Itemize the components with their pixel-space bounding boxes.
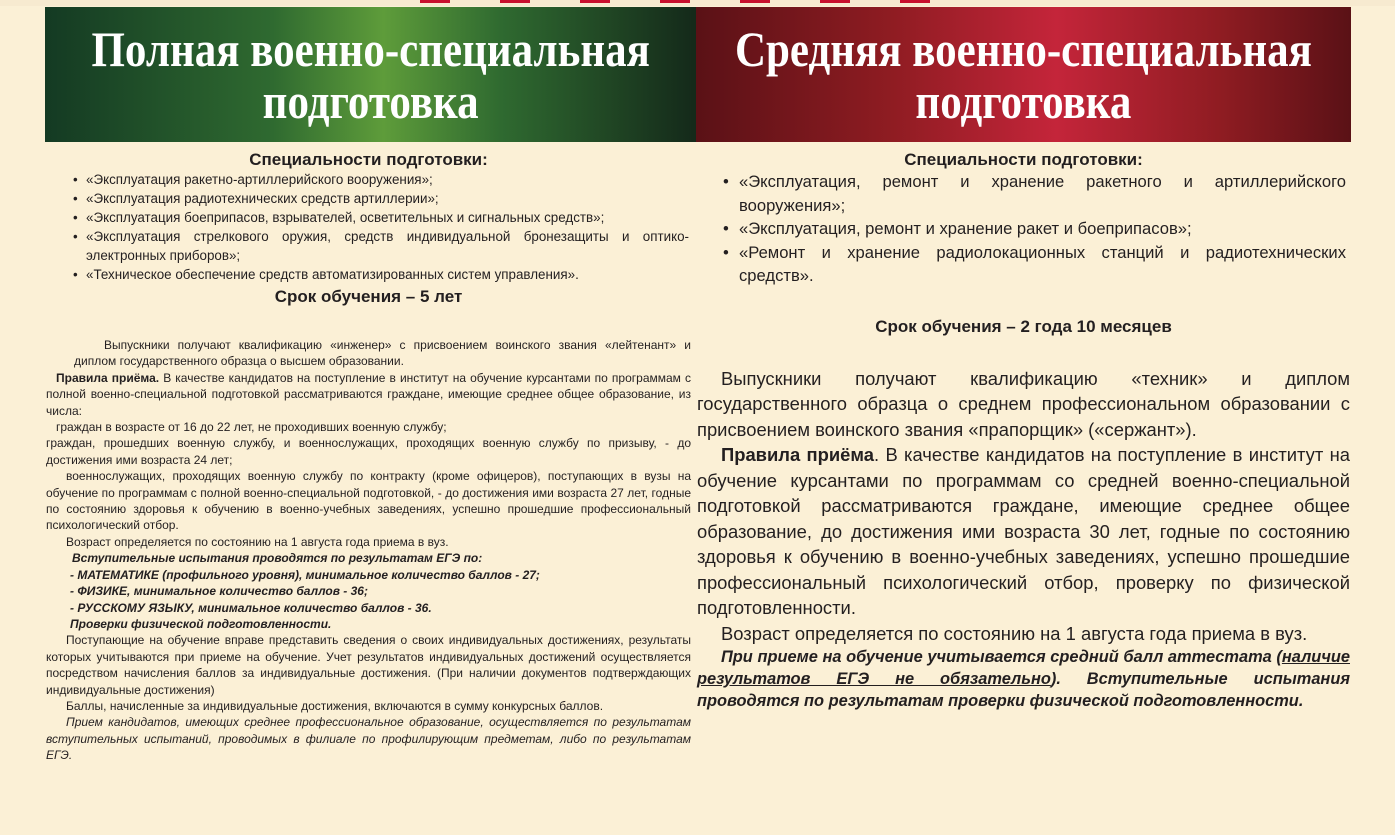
right-study-term: Срок обучения – 2 года 10 месяцев — [875, 316, 1172, 336]
right-gpa-note-underlined: наличие результатов ЕГЭ не обязательно — [697, 648, 1350, 688]
left-specialty-item: • «Техническое обеспечение средств автоматизированных систем управления». — [46, 265, 691, 284]
left-group-1: граждан в возрасте от 16 до 22 лет, не проходивших военную службу; — [56, 420, 447, 435]
right-gpa-note-start: При приеме на обучение учитывается средний балл аттестата ( — [721, 648, 1282, 666]
left-secondary-note: Прием кандидатов, имеющих среднее профессиональное образование, осуществляется по результатам вступительных испытаний, проводимых в филиале по профилирующим предметам, либо по результатам ЕГЭ. — [46, 715, 691, 763]
left-specialty-item: • «Эксплуатация радиотехнических средств артиллерии»; — [46, 189, 691, 208]
right-gpa-note-end: ). Вступительные испытания проводятся по результатам проверки физической подготовленности. — [697, 670, 1350, 710]
left-specialty-list — [46, 170, 691, 284]
right-gpa-note — [697, 646, 1350, 712]
right-specialty-item: • «Ремонт и хранение радиолокационных станций и радиотехнических средств». — [697, 241, 1350, 288]
left-exam-russian: - РУССКОМУ ЯЗЫКУ, минимальное количество баллов - 36. — [70, 600, 432, 615]
left-spec-heading: Специальности подготовки: — [249, 150, 488, 169]
right-specialty-item: • «Эксплуатация, ремонт и хранение ракетного и артиллерийского вооружения»; — [697, 170, 1350, 217]
left-group-3: военнослужащих, проходящих военную службу по контракту (кроме офицеров), поступающих в вузы на обучение по программам с полной военно-специальной подготовкой, - до достижения ими возраста 27 лет, годные по состоянию здоровья к обучению в военно-учебных заведениях, успешно прошедшие профессиональный психологический отбор. — [46, 469, 691, 533]
left-graduates-text: Выпускники получают квалификацию «инженер» с присвоением воинского звания «лейтенант» и диплом государственного образца о высшем образовании. — [74, 338, 691, 369]
right-age-note: Возраст определяется по состоянию на 1 августа года приема в вуз. — [721, 622, 1308, 644]
left-specialty-item: • «Эксплуатация стрелкового оружия, средств индивидуальной бронезащиты и оптико-электронных приборов»; — [46, 227, 691, 265]
right-column — [697, 150, 1350, 712]
left-specialty-item: • «Эксплуатация ракетно-артиллерийского вооружения»; — [46, 170, 691, 189]
right-graduates-text: Выпускники получают квалификацию «техник» и диплом государственного образца о среднем профессиональном образовании с присвоением воинского звания «прапорщик» («сержант»). — [697, 367, 1350, 440]
left-exams-heading: Вступительные испытания проводятся по результатам ЕГЭ по: — [72, 551, 483, 566]
left-title-line2: подготовка — [262, 72, 479, 129]
right-admission-text — [697, 366, 1350, 713]
left-title-banner — [45, 7, 696, 142]
right-specialty-item: • «Эксплуатация, ремонт и хранение ракет и боеприпасов»; — [697, 217, 1350, 241]
left-rules-label: Правила приёма. — [56, 370, 160, 385]
left-rules-text: В качестве кандидатов на поступление в институт на обучение курсантами по программам с полной военно-специальной подготовкой рассматриваются граждане, имеющие среднее общее образование, из числа: — [46, 370, 691, 418]
left-study-term: Срок обучения – 5 лет — [274, 287, 463, 306]
right-title-line1: Средняя военно-специальная — [735, 20, 1312, 77]
left-physical-check: Проверки физической подготовленности. — [70, 616, 332, 631]
right-rules-label: Правила приёма — [721, 444, 874, 465]
left-exam-physics: - ФИЗИКЕ, минимальное количество баллов - 36; — [70, 584, 368, 599]
left-column — [46, 150, 691, 764]
left-achievements: Поступающие на обучение вправе представить сведения о своих индивидуальных достижениях, результаты которых учитываются при приеме на обучение. Учет результатов индивидуальных достижений осуществляется посредством начисления баллов за индивидуальные достижения. (При наличии документов подтверждающих индивидуальные достижения) — [46, 633, 691, 697]
right-title-line2: подготовка — [915, 72, 1132, 129]
left-group-2: граждан, прошедших военную службу, и военнослужащих, проходящих военную службу по призыву, - до достижения ими возраста 24 лет; — [46, 436, 691, 467]
left-specialty-item: • «Эксплуатация боеприпасов, взрывателей, осветительных и сигнальных средств»; — [46, 208, 691, 227]
left-title-line1: Полная военно-специальная — [91, 20, 650, 77]
left-admission-text — [46, 337, 691, 764]
left-exam-math: - МАТЕМАТИКЕ (профильного уровня), минимальное количество баллов - 27; — [70, 567, 540, 582]
right-spec-heading: Специальности подготовки: — [904, 150, 1143, 169]
top-decorative-line — [0, 0, 1395, 6]
right-rules-text: . В качестве кандидатов на поступление в институт на обучение курсантами по программам со средней военно-специальной подготовкой рассматриваются граждане, имеющие среднее общее образование, до достижения ими возраста 30 лет, годные по состоянию здоровья к обучению в военно-учебных заведениях, успешно прошедшие профессиональный психологический отбор, проверку по физической подготовленности. — [697, 444, 1350, 618]
left-points-note: Баллы, начисленные за индивидуальные достижения, включаются в сумму конкурсных баллов. — [66, 698, 604, 713]
left-age-note: Возраст определяется по состоянию на 1 августа года приема в вуз. — [66, 534, 449, 549]
right-title-banner — [696, 7, 1351, 142]
right-specialty-list — [697, 170, 1350, 288]
